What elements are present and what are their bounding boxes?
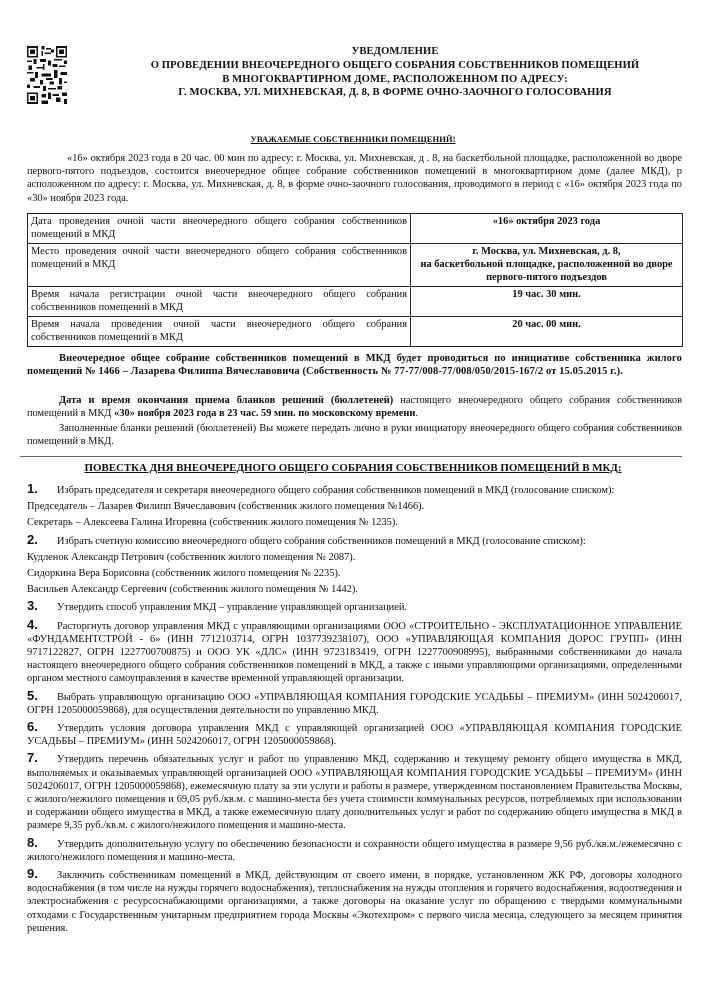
agenda-item [27, 836, 682, 864]
item-number: 8. [27, 834, 38, 850]
table-label: Время начала регистрации очной части внеочередного общего собрания собственников помещений в МКД [28, 287, 411, 317]
table-row [28, 317, 683, 347]
agenda-item [27, 599, 682, 614]
value-line: на баскетбольной площадке, расположенной во дворе первого-пятого подъездов [420, 259, 673, 284]
item-text: Избрать счетную комиссию внеочередного общего собрания собственников помещений в МКД (голосование списком): [57, 535, 586, 547]
value-line: г. Москва, ул. Михневская, д. 8, [472, 246, 621, 257]
submission-paragraph: Заполненные бланки решений (бюллетеней) Вы можете передать лично в руки инициатору внеочередного общего собрания собственников помещений в МКД. [27, 423, 682, 448]
agenda-item [27, 751, 682, 832]
greeting-heading: УВАЖАЕМЫЕ СОБСТВЕННИКИ ПОМЕЩЕНИЙ! [250, 134, 456, 144]
candidate-line: Сидоркина Вера Борисовна (собственник жилого помещения № 2235). [27, 568, 341, 580]
item-text: Избрать председателя и секретаря внеочередного общего собрания собственников помещений в МКД (голосование списком): [57, 485, 615, 496]
item-text: Заключить собственникам помещений в МКД, действующим от своего имени, в порядке, установленном ЖК РФ, договоры холодного водоснабжения (в том числе на нужды горячего водоснабжения), теплоснабжения на нужды отопления и горячего водоснабжения, водоотведения и электроснабжения с ресурсоснабжающими организациями, а также договоры на оказание услуг по обращению с твердыми коммунальными отходами с Государственным унитарным предприятием города Москвы «Экотехпром» с первого числа месяца, следующего за месяцем принятия решения. [27, 870, 682, 934]
agenda-item [27, 482, 682, 497]
item-number: 3. [27, 598, 38, 614]
candidate-line: Васильев Александр Сергеевич (собственник жилого помещения № 1442). [27, 584, 358, 596]
table-row [28, 287, 683, 317]
intro-paragraph: «16» октября 2023 года в 20 час. 00 мин по адресу: г. Москва, ул. Михневская, д . 8, на баскетбольной площадке, расположенной во дворе первого-пятого подъездов, состоится внеочередное общее собрание собственников помещений в многоквартирном доме (далее МКД), р асположенном по адресу: г. Москва, ул. Михневская, д. 8, в форме очно-заочного голосования, проводимого в период с «16» октября 2023 года по «30» ноября 2023 года. [27, 153, 682, 204]
candidate-line: Кудленок Александр Петрович (собственник жилого помещения № 2087). [27, 551, 356, 563]
deadline-middle: настоящего внеочередного общего собрания собственников помещений в МКД [27, 395, 682, 420]
agenda-item [27, 533, 682, 548]
title-line: О ПРОВЕДЕНИИ ВНЕОЧЕРЕДНОГО ОБЩЕГО СОБРАНИЯ СОБСТВЕННИКОВ ПОМЕЩЕНИЙ [150, 59, 640, 71]
notice-title [100, 45, 690, 100]
item-text: Утвердить способ управления МКД – управление управляющей организацией. [57, 602, 408, 614]
agenda-item [27, 689, 682, 717]
table-row [28, 244, 683, 287]
candidate-line: Председатель – Лазарев Филипп Вячеславович (собственник жилого помещения №1466). [27, 501, 425, 513]
item-text: Расторгнуть договор управления МКД с управляющими организациями ООО «СТРОИТЕЛЬНО - ЭКСПЛУАТАЦИОННОЕ УПРАВЛЕНИЕ «ФУНДАМЕНТСТРОЙ - 6» (ИНН 7712103714, ОГРН 1037739238107), ООО «УПРАВЛЯЮЩАЯ КОМПАНИЯ ДОРОС ГРУПП» (ИНН 9717122827, ОГРН 1227700700875) и ООО УК «ДЛС» (ИНН 9723183419, ОГРН 1227700908995), выбранными собственниками до начала настоящего внеочередного общего собрания собственников помещений в МКД, а также с иными управляющими организациями, определенными органом местного самоуправления в качестве временной управляющей организации. [27, 620, 682, 685]
item-number: 2. [27, 531, 38, 547]
qr-code-icon [27, 46, 67, 104]
table-value: 20 час. 00 мин. [411, 317, 683, 347]
table-label: Время начала проведения очной части внеочередного общего собрания собственников помещений в МКД [28, 317, 411, 347]
initiative-paragraph: Внеочередное общее собрание собственников помещений в МКД будет проводиться по инициативе собственника жилого помещений № 1466 – Лазарева Филиппа Вячеславовича (Собственность № 77-77/008-77/008/050/2015-167/2 от 15.05.2015 г.). [27, 353, 682, 378]
agenda-item [27, 618, 682, 686]
candidate-line: Секретарь – Алексеева Галина Игоревна (собственник жилого помещения № 1235). [27, 517, 398, 529]
item-number: 1. [27, 481, 38, 496]
table-value [411, 244, 683, 287]
item-text: Утвердить условия договора управления МКД с управляющей организацией ООО «УПРАВЛЯЮЩАЯ КОМПАНИЯ ГОРОДСКИЕ УСАДЬБЫ – ПРЕМИУМ» (ИНН 5024206017, ОГРН 1205000059868). [27, 723, 682, 748]
item-number: 7. [27, 750, 38, 766]
deadline-lead: Дата и время окончания приема бланков решений (бюллетеней) [59, 395, 394, 406]
section-divider [20, 456, 682, 457]
title-line: УВЕДОМЛЕНИЕ [351, 46, 439, 57]
item-text: Выбрать управляющую организацию ООО «УПРАВЛЯЮЩАЯ КОМПАНИЯ ГОРОДСКИЕ УСАДЬБЫ – ПРЕМИУМ» (ИНН 5024206017, ОГРН 1205000059868), для осуществления деятельности по управлению МКД. [27, 691, 682, 716]
item-text: Утвердить перечень обязательных услуг и работ по управлению МКД, содержанию и текущему ремонту общего имущества в МКД, выполняемых и оказываемых управляющей организацией ООО «УПРАВЛЯЮЩАЯ КОМПАНИЯ ГОРОДСКИЕ УСАДЬБЫ – ПРЕМИУМ» (ИНН 5024206017, ОГРН 1205000059868), ежемесячную плату за эти услуги и работы в размере, утвержденном постановлением Правительства Москвы, с жилого/нежилого помещения и 69,05 руб./кв.м. с машино-места без учета стоимости коммунальных ресурсов, потребляемых при использовании и содержании общего имущества в МКД, а также ежемесячную плату дополнительных услуг и работ по содержанию общего имущества в МКД в размере 9,35 руб./кв.м. с жилого/нежилого помещения и машино-места. [27, 754, 682, 832]
item-number: 6. [27, 719, 38, 735]
title-line: Г. МОСКВА, УЛ. МИХНЕВСКАЯ, Д. 8, В ФОРМЕ ОЧНО-ЗАОЧНОГО ГОЛОСОВАНИЯ [178, 87, 612, 99]
table-value: 19 час. 30 мин. [411, 287, 683, 317]
deadline-datetime: «30» ноября 2023 года в 23 час. 59 мин. по московскому времени [114, 408, 416, 420]
item-number: 9. [27, 866, 38, 882]
item-number: 4. [27, 616, 38, 632]
table-value: «16» октября 2023 года [411, 214, 683, 244]
agenda-item [27, 720, 682, 748]
agenda-list [27, 482, 682, 938]
agenda-title: ПОВЕСТКА ДНЯ ВНЕОЧЕРЕДНОГО ОБЩЕГО СОБРАНИЯ СОБСТВЕННИКОВ ПОМЕЩЕНИЙ В МКД: [84, 462, 622, 474]
title-line: В МНОГОКВАРТИРНОМ ДОМЕ, РАСПОЛОЖЕННОМ ПО АДРЕСУ: [222, 73, 568, 85]
deadline-paragraph [27, 394, 682, 420]
meeting-info-table [27, 213, 683, 347]
item-text: Утвердить дополнительную услугу по обеспечению безопасности и сохранности общего имущества в размере 9,56 руб./кв.м./ежемесячно с жилого/нежилого помещения и машино-места. [27, 838, 682, 863]
deadline-end: . [415, 408, 418, 420]
table-label: Дата проведения очной части внеочередного общего собрания собственников помещений в МКД [28, 214, 411, 244]
table-row [28, 214, 683, 244]
agenda-item [27, 867, 682, 935]
item-number: 5. [27, 687, 38, 703]
table-label: Место проведения очной части внеочередного общего собрания собственников помещений в МКД [28, 244, 411, 287]
